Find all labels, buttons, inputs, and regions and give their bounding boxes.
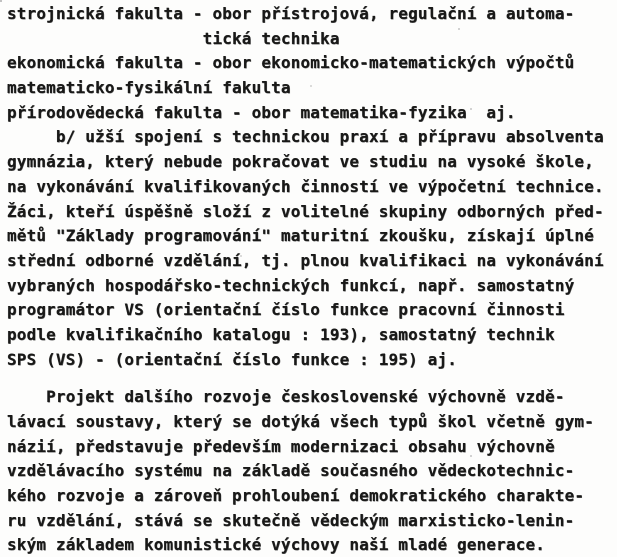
text-line: kého rozvoje a zároveň prohloubení demokratického charakte- — [7, 486, 585, 506]
text-line: ru vzdělání, stává se skutečně vědeckým marxisticko-lenin- — [7, 510, 575, 530]
text-line: podle kvalifikačního katalogu : 193), samostatný technik — [7, 324, 555, 344]
text-line: názií, představuje především modernizaci obsahu výchovně — [7, 436, 555, 456]
text-line: mětů "Základy programování" maturitní zkoušku, získají úplné — [7, 226, 594, 246]
text-line: vybraných hospodářsko-technických funkcí, např. samostatný — [7, 275, 575, 295]
text-line: ekonomická fakulta - obor ekonomicko-matematických výpočtů — [7, 53, 575, 73]
text-line: střední odborné vzdělání, tj. plnou kvalifikaci na vykonávání — [7, 250, 604, 270]
text-line: tická technika — [7, 28, 340, 48]
text-line: SPS (VS) - (orientační číslo funkce : 195) aj. — [7, 349, 458, 369]
text-line: přírodovědecká fakulta - obor matematika-fyzika aj. — [7, 102, 516, 122]
text-line: lávací soustavy, který se dotýká všech typů škol včetně gym- — [7, 412, 594, 431]
text-line: matematicko-fysikální fakulta — [7, 78, 291, 98]
scan-noise — [0, 0, 2, 2]
text-line: na vykonávání kvalifikovaných činností ve výpočetní technice. — [7, 176, 604, 196]
text-line: programátor VS (orientační číslo funkce pracovní činnosti — [7, 300, 565, 320]
text-line: gymnázia, který nebude pokračovat ve studiu na vysoké škole, — [7, 152, 594, 172]
text-line: b/ užší spojení s technickou praxí a přípravu absolventa — [7, 127, 604, 147]
text-line: ským základem komunistické výchovy naší mladé generace. — [7, 535, 546, 555]
text-line: Projekt dalšího rozvoje československé výchovně vzdě- — [7, 387, 565, 407]
text-line: vzdělávacího systému na základě současného vědeckotechnic- — [7, 461, 575, 481]
text-line: Žáci, kteří úspěšně složí z volitelné skupiny odborných před- — [7, 201, 604, 221]
text-line: strojnická fakulta - obor přístrojová, regulační a automa- — [7, 4, 575, 23]
document-text — [7, 2, 617, 557]
